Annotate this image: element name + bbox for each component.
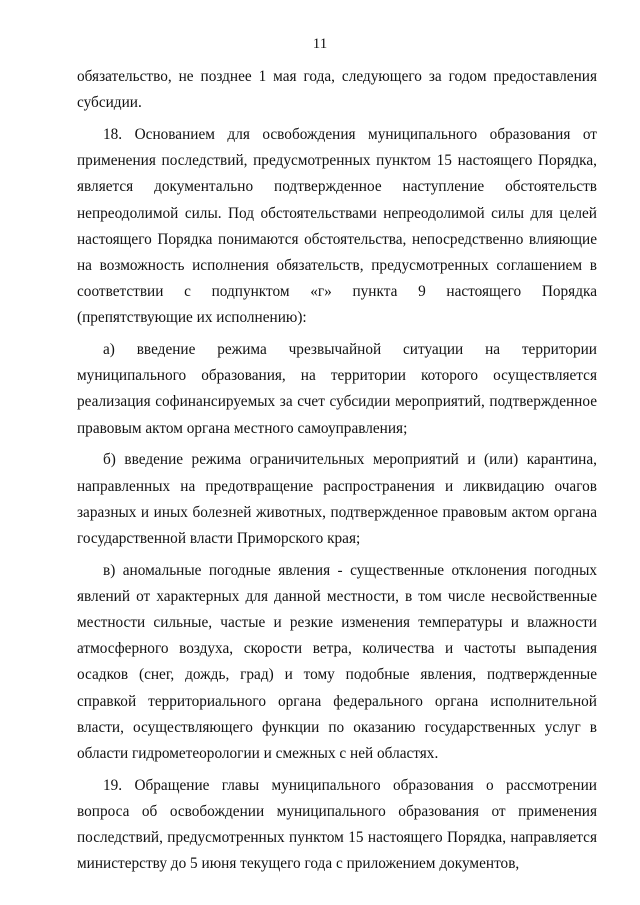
paragraph-continuation: обязательство, не позднее 1 мая года, следующего за годом предоставления субсидии. [77,68,597,112]
document-body [77,64,597,883]
paragraph-subitem-b: б) введение режима ограничительных мероприятий и (или) карантина, направленных на предотвращение распространения и ликвидацию очагов заразных и иных болезней животных, подтвержденное правовым актом органа государственной власти Приморского края; [77,451,597,547]
paragraph-subitem-v: в) аномальные погодные явления - существенные отклонения погодных явлений от характерных для данной местности, в том числе несвойственные местности сильные, частые и резкие изменения температуры и влажности атмосферного воздуха, скорости ветра, количества и частоты выпадения осадков (снег, дождь, град) и тому подобные явления, подтвержденные справкой территориального органа федерального органа исполнительной власти, осуществляющего функции по оказанию государственных услуг в области гидрометеорологии и смежных с ней областях. [77,561,597,763]
paragraph-item-18: 18. Основанием для освобождения муниципального образования от применения последствий, предусмотренных пунктом 15 настоящего Порядка, является документально подтвержденное наступление обстоятельств непреодолимой силы. Под обстоятельствами непреодолимой силы для целей настоящего Порядка понимаются обстоятельства, непосредственно влияющие на возможность исполнения обязательств, предусмотренных соглашением в соответствии с подпунктом «г» пункта 9 настоящего Порядка (препятствующие их исполнению): [77,125,597,327]
paragraph-item-19: 19. Обращение главы муниципального образования о рассмотрении вопроса об освобождении муниципального образования от применения последствий, предусмотренных пунктом 15 настоящего Порядка, направляется министерству до 5 июня текущего года с приложением документов, [77,776,597,873]
paragraph-subitem-a: а) введение режима чрезвычайной ситуации на территории муниципального образования, на территории которого осуществляется реализация софинансируемых за счет субсидии мероприятий, подтвержденное правовым актом органа местного самоуправления; [77,341,597,437]
page-number: 11 [312,36,328,52]
